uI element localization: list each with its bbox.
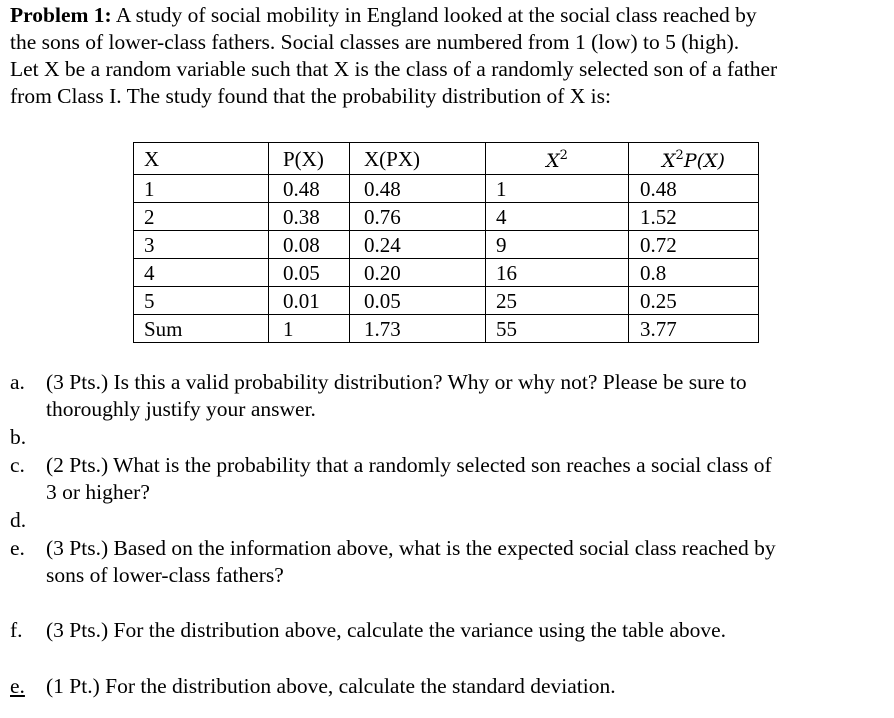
intro-line-1: [10, 2, 886, 29]
cell-x: 4: [134, 259, 269, 287]
cell-x-squared-px: 0.25: [629, 287, 759, 315]
question-text: (1 Pt.) For the distribution above, calculate the standard deviation.: [46, 674, 616, 698]
intro-line-2: the sons of lower-class fathers. Social classes are numbered from 1 (low) to 5 (high).: [10, 30, 740, 54]
cell-px: 0.48: [269, 175, 350, 203]
question-f: [10, 617, 726, 644]
header-xpx: X(PX): [350, 143, 486, 175]
question-label: d.: [10, 508, 27, 532]
cell-sum-x-squared: 55: [486, 315, 629, 343]
probability-distribution-table: [133, 142, 759, 343]
cell-x-squared: 4: [486, 203, 629, 231]
cell-px: 0.38: [269, 203, 350, 231]
question-text-continued: sons of lower-class fathers?: [46, 563, 284, 587]
header-x-squared-exp: 2: [559, 148, 568, 163]
header-x-squared-base: X: [546, 150, 560, 172]
cell-sum-xpx: 1.73: [350, 315, 486, 343]
question-text: (3 Pts.) Is this a valid probability distribution? Why or why not? Please be sure to: [46, 370, 747, 394]
question-text-continued: thoroughly justify your answer.: [46, 397, 316, 421]
header-x-squared: [486, 143, 629, 175]
table-row: [134, 231, 759, 259]
question-label: c.: [10, 453, 25, 477]
cell-x: 5: [134, 287, 269, 315]
cell-xpx: 0.24: [350, 231, 486, 259]
question-d: [10, 507, 46, 534]
intro-text-1: A study of social mobility in England looked at the social class reached by: [111, 3, 757, 27]
cell-xpx: 0.05: [350, 287, 486, 315]
cell-x-squared-px: 1.52: [629, 203, 759, 231]
header-px: P(X): [269, 143, 350, 175]
cell-px: 0.01: [269, 287, 350, 315]
cell-xpx: 0.48: [350, 175, 486, 203]
problem-heading: Problem 1:: [10, 3, 112, 27]
cell-x: 3: [134, 231, 269, 259]
cell-x: 1: [134, 175, 269, 203]
cell-xpx: 0.76: [350, 203, 486, 231]
table-row: [134, 203, 759, 231]
question-e: [10, 535, 776, 589]
cell-xpx: 0.20: [350, 259, 486, 287]
cell-sum-x-squared-px: 3.77: [629, 315, 759, 343]
question-text-continued: 3 or higher?: [46, 480, 150, 504]
cell-x-squared: 16: [486, 259, 629, 287]
cell-sum-label: Sum: [134, 315, 269, 343]
cell-x: 2: [134, 203, 269, 231]
header-x-squared-px: [629, 143, 759, 175]
question-label: f.: [10, 618, 23, 642]
question-text: (3 Pts.) For the distribution above, calculate the variance using the table above.: [46, 618, 727, 642]
table-row: [134, 175, 759, 203]
question-label: e.: [10, 674, 25, 698]
cell-x-squared-px: 0.48: [629, 175, 759, 203]
cell-px: 0.08: [269, 231, 350, 259]
problem-intro: [10, 2, 886, 110]
question-label: e.: [10, 536, 25, 560]
cell-px: 0.05: [269, 259, 350, 287]
question-label: a.: [10, 370, 25, 394]
cell-x-squared: 9: [486, 231, 629, 259]
table-header-row: [134, 143, 759, 175]
question-a: [10, 369, 747, 423]
question-text: (3 Pts.) Based on the information above, what is the expected social class reached by: [46, 536, 776, 560]
table-row: [134, 287, 759, 315]
intro-line-4: from Class I. The study found that the probability distribution of X is:: [10, 84, 611, 108]
table-row: [134, 259, 759, 287]
cell-x-squared: 25: [486, 287, 629, 315]
intro-line-3: Let X be a random variable such that X is the class of a randomly selected son of a father: [10, 57, 778, 81]
cell-x-squared-px: 0.8: [629, 259, 759, 287]
header-x: X: [134, 143, 269, 175]
question-c: [10, 452, 772, 506]
header-x2px-base: X: [662, 150, 676, 172]
question-b: [10, 424, 46, 451]
question-text: (2 Pts.) What is the probability that a randomly selected son reaches a social class of: [46, 453, 772, 477]
question-label: b.: [10, 425, 27, 449]
header-x2px-px: P(X): [683, 150, 725, 172]
question-e-standard-deviation: [10, 673, 616, 700]
cell-x-squared: 1: [486, 175, 629, 203]
cell-x-squared-px: 0.72: [629, 231, 759, 259]
table-sum-row: [134, 315, 759, 343]
cell-sum-px: 1: [269, 315, 350, 343]
header-x2px-exp: 2: [675, 148, 684, 163]
